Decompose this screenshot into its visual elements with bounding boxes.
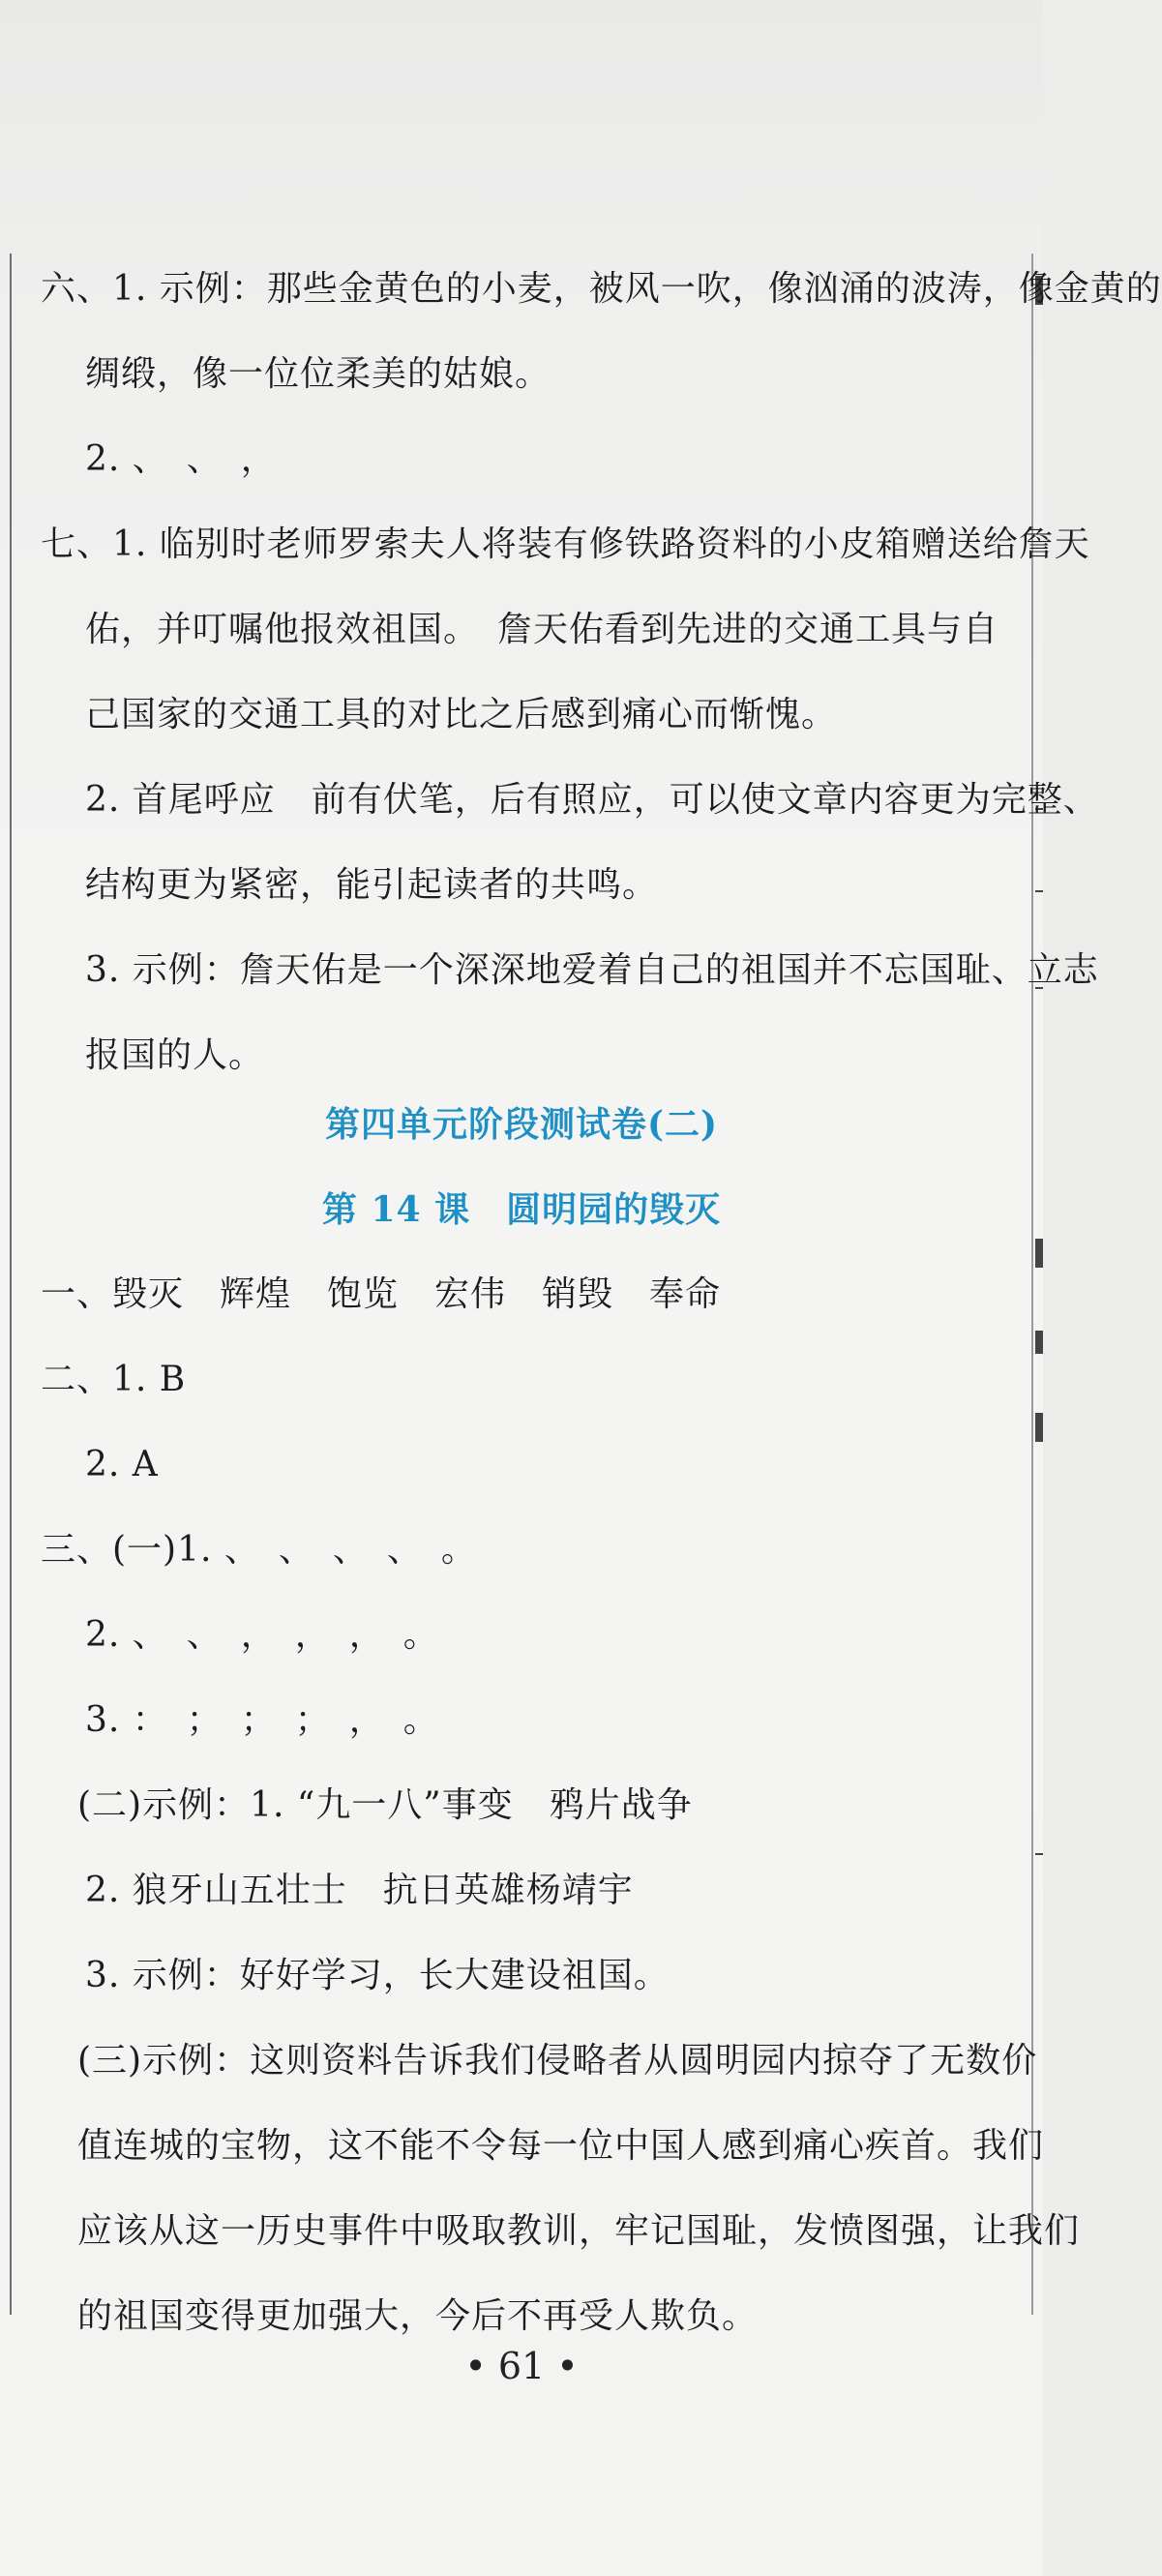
left-margin-rule	[10, 254, 12, 2315]
answer-line: 己国家的交通工具的对比之后感到痛心而惭愧。	[85, 695, 838, 734]
lesson-title: 第 14 课 圆明园的毁灭	[321, 1189, 722, 1230]
answer-line: 一、毁灭 辉煌 饱览 宏伟 销毁 奉命	[41, 1274, 722, 1314]
answer-line: (三)示例：这则资料告诉我们侵略者从圆明园内掠夺了无数价	[77, 2041, 1038, 2081]
answer-line: 2. A	[85, 1445, 159, 1484]
answer-line: 值连城的宝物，这不能不令每一位中国人感到痛心疾首。我们	[77, 2126, 1045, 2166]
answer-line: 3. 示例：詹天佑是一个深深地爱着自己的祖国并不忘国耻、立志	[85, 950, 1099, 990]
answer-line: 3. 示例：好好学习，长大建设祖国。	[85, 1956, 670, 1995]
answer-line: (二)示例：1. “九一八”事变 鸦片战争	[77, 1785, 693, 1825]
answer-line: 2. 狼牙山五壮士 抗日英雄杨靖宇	[85, 1871, 634, 1910]
answer-line: 报国的人。	[85, 1035, 265, 1075]
answer-line: 2. 、 、 ，	[85, 439, 277, 479]
bleed-mark	[1035, 890, 1043, 892]
bleed-mark	[1035, 1239, 1043, 1268]
answer-line: 结构更为紧密，能引起读者的共鸣。	[85, 865, 659, 905]
answer-line: 的祖国变得更加强大，今后不再受人欺负。	[77, 2296, 759, 2336]
answer-line: 2. 首尾呼应 前有伏笔，后有照应，可以使文章内容更为完整、	[85, 780, 1099, 820]
answer-line: 六、1. 示例：那些金黄色的小麦，被风一吹，像汹涌的波涛，像金黄的	[41, 269, 1162, 309]
answer-line: 佑，并叮嘱他报效祖国。 詹天佑看到先进的交通工具与自	[85, 610, 999, 649]
answer-line: 3. ： ； ； ； ， 。	[85, 1700, 439, 1740]
bleed-mark	[1035, 1413, 1043, 1442]
answer-line: 二、1. B	[41, 1360, 187, 1399]
bleed-mark	[1035, 1853, 1043, 1855]
answer-line: 七、1. 临别时老师罗索夫人将装有修铁路资料的小皮箱赠送给詹天	[41, 524, 1090, 564]
answer-line: 绸缎，像一位位柔美的姑娘。	[85, 354, 551, 394]
page-number: • 61 •	[464, 2345, 579, 2387]
unit-title: 第四单元阶段测试卷(二)	[324, 1104, 719, 1145]
answer-line: 2. 、 、 ， ， ， 。	[85, 1615, 439, 1655]
bleed-mark	[1035, 1331, 1043, 1354]
answer-line: 应该从这一历史事件中吸取教训，牢记国耻，发愤图强，让我们	[77, 2211, 1081, 2251]
answer-line: 三、(一)1. 、 、 、 、 。	[41, 1530, 477, 1570]
